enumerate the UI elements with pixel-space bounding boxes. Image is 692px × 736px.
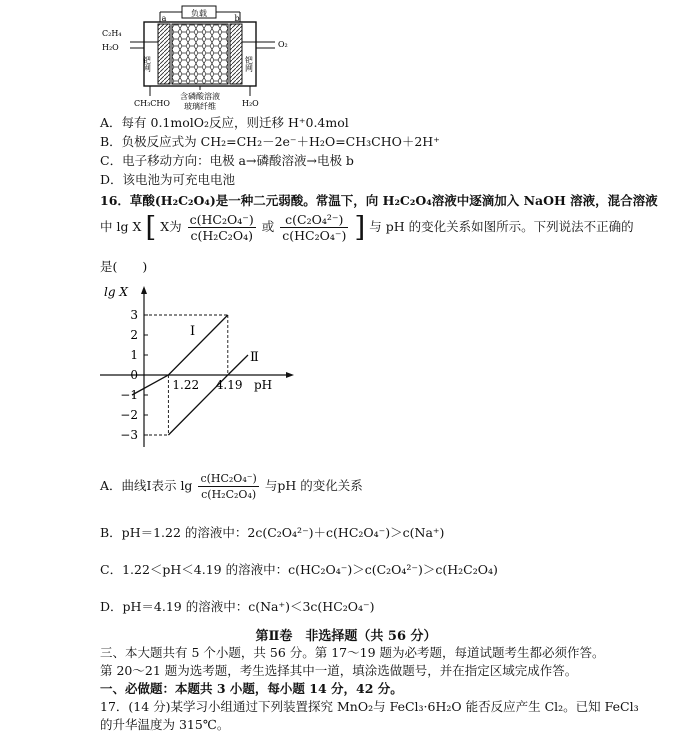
q16-option-a-prefix: A．曲线Ⅰ表示 lg (100, 478, 193, 493)
y-tick-label: 1 (130, 348, 138, 362)
fuel-cell-diagram (100, 4, 300, 112)
middle-label-2: 玻璃纤维 (184, 102, 216, 111)
left-mesh-label: 钯网 (142, 56, 152, 72)
y-tick-label: −1 (120, 388, 138, 402)
q16-option-a-frac: $\frac{\text{c(HC₂O₄⁻)}}{\text{c(H₂C₂O₄)}}$ (200, 472, 257, 501)
lgx-ph-chart (100, 282, 300, 452)
q16-lgx: 中 lg X (100, 219, 142, 234)
electrode-a-label: a (161, 14, 167, 23)
series-label-1: Ⅰ (190, 324, 196, 339)
x-axis-label: pH (254, 378, 273, 392)
chart-svg (100, 282, 300, 452)
middle-label-1: 含磷酸溶液 (180, 92, 220, 101)
left-outlet-label: CH₃CHO (134, 99, 170, 108)
electrode-b-label: b (234, 14, 240, 23)
load-label: 负载 (191, 9, 207, 18)
q16-option-c: C．1.22＜pH＜4.19 的溶液中：c(HC₂O₄⁻)＞c(C₂O₄²⁻)＞c(H₂C₂O₄) (100, 562, 498, 577)
q17-line2: 的升华温度为 315℃。 (100, 717, 230, 732)
section2-title: 第Ⅱ卷 非选择题（共 56 分） (255, 629, 437, 644)
q16-option-b: B．pH＝1.22 的溶液中：2c(C₂O₄²⁻)＋c(HC₂O₄⁻)＞c(Na⁺) (100, 525, 445, 540)
q16-stem-tail: 与 pH 的变化关系如图所示。下列说法不正确的 (369, 219, 634, 234)
q16-frac2: $\frac{\text{c(C₂O₄²⁻)}}{\text{c(HC₂O₄⁻)}}$ (282, 212, 347, 243)
glass-fiber (172, 24, 228, 84)
section2-intro-2: 第 20～21 题为选考题，考生选择其中一道，填涂选做题号，并在指定区域完成作答。 (100, 663, 578, 678)
right-inlet-label: O₂ (278, 40, 288, 49)
fuel-cell-svg (100, 4, 300, 112)
y-tick-label: −3 (120, 428, 138, 442)
electrode-b (230, 24, 242, 84)
q15-option-b: B．负极反应式为 CH₂=CH₂－2e⁻＋H₂O=CH₃CHO＋2H⁺ (100, 134, 440, 149)
left-inlet-label-2: H₂O (102, 43, 119, 52)
q16-frac1: $\frac{\text{c(HC₂O₄⁻)}}{\text{c(H₂C₂O₄)}}$ (189, 212, 254, 243)
q15-option-c: C．电子移动方向：电极 a→磷酸溶液→电极 b (100, 153, 354, 168)
y-tick-label: −2 (120, 408, 138, 422)
x-axis-arrow (286, 372, 294, 378)
right-mesh-label: 钯网 (244, 56, 254, 72)
q17-line1: 17．(14 分)某学习小组通过下列装置探究 MnO₂与 FeCl₃·6H₂O 能否反应产生 Cl₂。已知 FeCl₃ (100, 699, 639, 714)
q16-option-d: D．pH＝4.19 的溶液中：c(Na⁺)＜3c(HC₂O₄⁻) (100, 599, 375, 614)
electrode-a (158, 24, 170, 84)
q16-x-def: X为 (160, 219, 182, 234)
q15-option-d: D．该电池为可充电电池 (100, 172, 236, 187)
y-tick-label: 2 (130, 328, 138, 342)
section2-required: 一、必做题：本题共 3 小题，每小题 14 分，42 分。 (100, 681, 403, 696)
series-label-2: Ⅱ (250, 350, 259, 365)
right-outlet-label: H₂O (242, 99, 259, 108)
x-mark-label: 1.22 (172, 378, 200, 392)
q16-or: 或 (261, 219, 275, 234)
q16-stem-line2: 中 lg X [ X为 $\frac{\text{c(HC₂O₄⁻)}}{\text{c(H₂C₂O₄)}}$ 或 $\frac{\text{c(C₂O₄²⁻)}}{\text{c(HC₂O₄⁻)}}$ ] 与 pH 的变化关系如图所示。下列说法不正确的 (100, 210, 634, 244)
q16-option-a (100, 468, 363, 508)
x-mark-label: 4.19 (215, 378, 243, 392)
q16-stem-line1: 16．草酸(H₂C₂O₄)是一种二元弱酸。常温下，向 H₂C₂O₄溶液中逐滴加入 NaOH 溶液，混合溶液 (100, 193, 658, 208)
y-axis-label: lg X (104, 285, 128, 299)
q16-stem-line3: 是( ) (100, 259, 148, 274)
section2-intro-1: 三、本大题共有 5 个小题，共 56 分。第 17～19 题为必考题，每道试题考生都必须作答。 (100, 645, 605, 660)
y-tick-label: 3 (130, 308, 138, 322)
y-axis-arrow (141, 286, 147, 294)
y-tick-label: 0 (130, 368, 138, 382)
left-inlet-label-1: C₂H₄ (102, 29, 122, 38)
series-line-2 (168, 355, 248, 435)
q15-option-a: A．每有 0.1molO₂反应，则迁移 H⁺0.4mol (100, 115, 349, 130)
q16-option-a-suffix: 与pH 的变化关系 (264, 478, 363, 493)
